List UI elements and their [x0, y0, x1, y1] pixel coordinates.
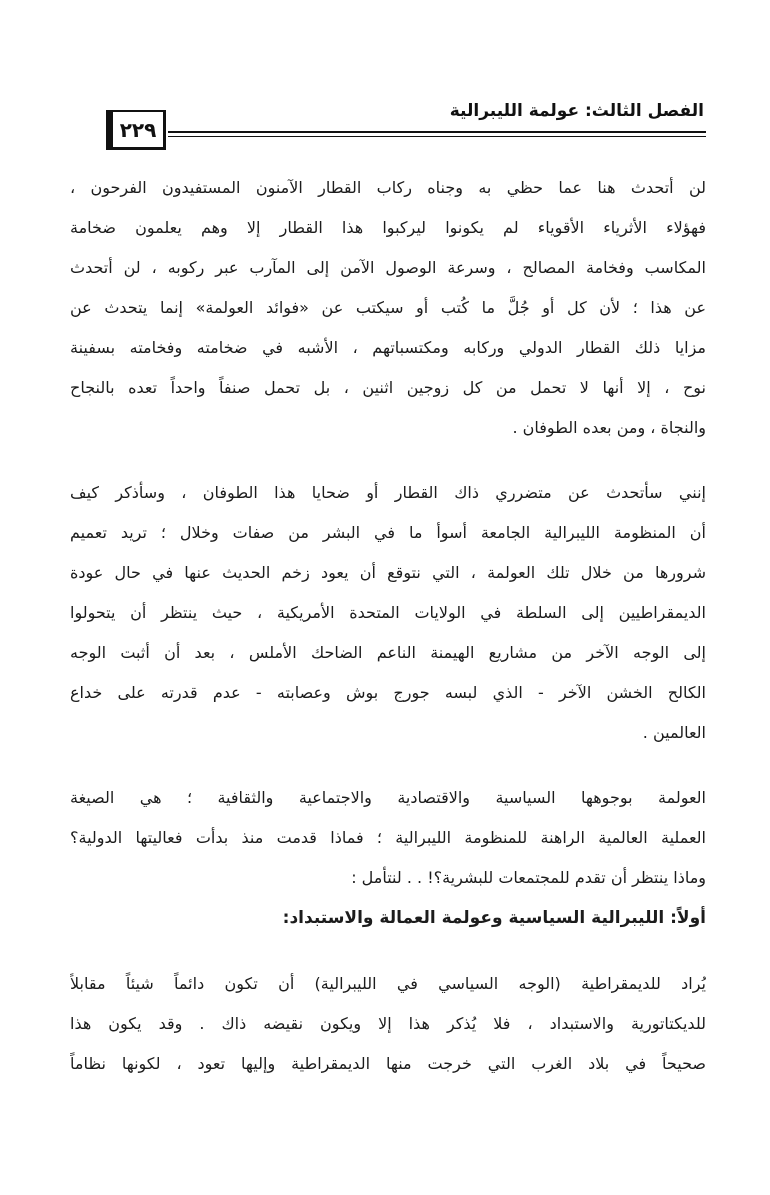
text-line: وماذا ينتظر أن تقدم للمجتمعات للبشرية؟! . . لنتأمل :: [351, 868, 706, 887]
paragraph-1: [70, 168, 706, 448]
heading-gap: [70, 938, 706, 964]
text-line: عن هذا ؛ لأن كل أو جُلَّ ما كُتب أو سيكتب عن «فوائد العولمة» إنما يتحدث عن: [70, 298, 706, 317]
text-line: نوح ، إلا أنها لا تحمل من كل زوجين اثنين ، بل تحمل صنفاً واحداً تعده بالنجاح: [70, 378, 706, 397]
text-line: الديمقراطيين إلى السلطة في الولايات المتحدة الأمريكية ، حيث ينتظر أن يتحولوا: [70, 603, 706, 622]
text-line: إنني سأتحدث عن متضرري ذاك القطار أو ضحايا هذا الطوفان ، وسأذكر كيف: [70, 483, 706, 502]
header-rule: [168, 131, 706, 137]
text-line: إلى الوجه الآخر من مشاريع الهيمنة الناعم الضاحك الأملس ، بعد أن أثبت الوجه: [70, 643, 706, 662]
text-line: فهؤلاء الأثرياء الأقوياء لم يكونوا ليركبوا هذا القطار إلا وهم يعلمون ضخامة: [70, 218, 706, 237]
text-line: العالمين .: [642, 723, 706, 742]
text-line: والنجاة ، ومن بعده الطوفان .: [512, 418, 706, 437]
paragraph-gap: [70, 753, 706, 778]
text-line: العملية العالمية الراهنة للمنظومة الليبرالية ؛ فماذا قدمت منذ بدأت فعاليتها الدولية؟: [70, 828, 706, 847]
text-line: شرورها من خلال تلك العولمة ، التي نتوقع أن يعود زخم الحديث عنها في حال عودة: [70, 563, 706, 582]
text-line: يُراد للديمقراطية (الوجه السياسي في الليبرالية) أن تكون دائماً شيئاً مقابلاً: [70, 974, 706, 993]
running-header-title: الفصل الثالث: عولمة الليبرالية: [449, 101, 704, 121]
section-paragraph: [70, 964, 706, 1084]
text-line: مزايا ذلك القطار الدولي وركابه ومكتسباتهم ، الأشبه في ضخامته وفخامته بسفينة: [70, 338, 706, 357]
page-number: ٢٢٩: [106, 110, 166, 150]
text-line: العولمة بوجوهها السياسية والاقتصادية والاجتماعية والثقافية ؛ هي الصيغة: [70, 788, 706, 807]
text-line: المكاسب وفخامة المصالح ، وسرعة الوصول الآمن إلى المآرب عبر ركوبه ، لن أتحدث: [70, 258, 706, 277]
text-line: الكالح الخشن الآخر - الذي لبسه جورج بوش وعصابته - عدم قدرته على خداع: [70, 683, 706, 702]
paragraph-gap: [70, 448, 706, 473]
text-line: صحيحاً في بلاد الغرب التي خرجت منها الديمقراطية وإليها تعود ، لكونها نظاماً: [70, 1054, 706, 1073]
text-line: للديكتاتورية والاستبداد ، فلا يُذكر هذا إلا ويكون نقيضه ذاك . وقد يكون هذا: [70, 1014, 706, 1033]
page-body: [70, 168, 706, 1084]
text-line: أن المنظومة الليبرالية الجامعة أسوأ ما في البشر من صفات وخلال ؛ تريد تعميم: [70, 523, 706, 542]
section-heading: أولاً: الليبرالية السياسية وعولمة العمالة والاستبداد:: [282, 908, 706, 928]
text-line: لن أتحدث هنا عما حظي به وجناه ركاب القطار الآمنون المستفيدون الفرحون ،: [70, 178, 706, 197]
paragraph-3: [70, 778, 706, 898]
paragraph-2: [70, 473, 706, 753]
